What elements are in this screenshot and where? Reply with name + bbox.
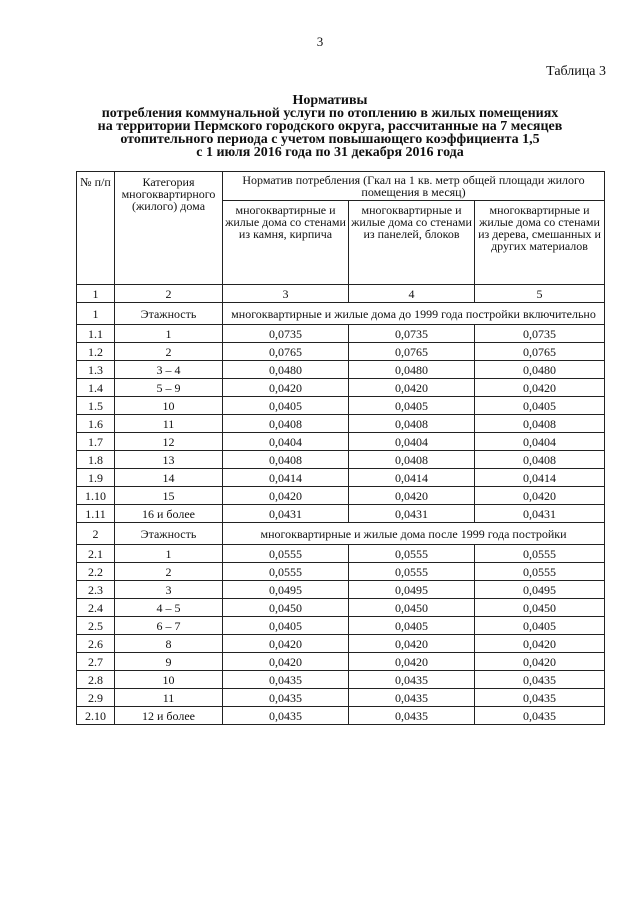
value-stone-brick: 0,0495 xyxy=(223,581,349,599)
value-panel-block: 0,0414 xyxy=(349,469,475,487)
value-wood-mixed: 0,0404 xyxy=(475,433,605,451)
value-panel-block: 0,0495 xyxy=(349,581,475,599)
row-number: 1.6 xyxy=(77,415,115,433)
floors-cell: 11 xyxy=(115,415,223,433)
value-wood-mixed: 0,0414 xyxy=(475,469,605,487)
value-panel-block: 0,0450 xyxy=(349,599,475,617)
value-wood-mixed: 0,0480 xyxy=(475,361,605,379)
row-number: 1.2 xyxy=(77,343,115,361)
value-stone-brick: 0,0420 xyxy=(223,379,349,397)
floors-cell: 11 xyxy=(115,689,223,707)
table-row xyxy=(77,671,605,689)
floors-cell: 1 xyxy=(115,545,223,563)
value-wood-mixed: 0,0405 xyxy=(475,397,605,415)
table-row xyxy=(77,469,605,487)
row-number: 1.4 xyxy=(77,379,115,397)
column-number: 5 xyxy=(475,285,605,303)
row-number: 1.3 xyxy=(77,361,115,379)
floors-cell: 2 xyxy=(115,343,223,361)
table-row xyxy=(77,451,605,469)
value-panel-block: 0,0435 xyxy=(349,707,475,725)
value-wood-mixed: 0,0408 xyxy=(475,451,605,469)
value-panel-block: 0,0555 xyxy=(349,563,475,581)
table-row xyxy=(77,505,605,523)
header-row xyxy=(77,172,605,201)
row-number: 1.5 xyxy=(77,397,115,415)
value-stone-brick: 0,0735 xyxy=(223,325,349,343)
value-wood-mixed: 0,0435 xyxy=(475,707,605,725)
value-stone-brick: 0,0450 xyxy=(223,599,349,617)
floors-cell: 12 и более xyxy=(115,707,223,725)
header-norm: Норматив потребления (Гкал на 1 кв. метр общей площади жилого помещения в месяц) xyxy=(223,172,605,201)
value-panel-block: 0,0420 xyxy=(349,635,475,653)
value-wood-mixed: 0,0555 xyxy=(475,545,605,563)
column-number: 3 xyxy=(223,285,349,303)
floors-cell: 12 xyxy=(115,433,223,451)
norms-table xyxy=(76,171,605,725)
table-row xyxy=(77,599,605,617)
table-row xyxy=(77,545,605,563)
value-stone-brick: 0,0405 xyxy=(223,397,349,415)
table-row xyxy=(77,379,605,397)
value-panel-block: 0,0735 xyxy=(349,325,475,343)
value-panel-block: 0,0435 xyxy=(349,671,475,689)
value-wood-mixed: 0,0555 xyxy=(475,563,605,581)
row-number: 1.1 xyxy=(77,325,115,343)
header-category: Категория многоквартирного (жилого) дома xyxy=(115,172,223,285)
title-line-1: Нормативы xyxy=(292,93,368,108)
value-panel-block: 0,0408 xyxy=(349,415,475,433)
value-wood-mixed: 0,0420 xyxy=(475,487,605,505)
value-panel-block: 0,0420 xyxy=(349,379,475,397)
value-stone-brick: 0,0431 xyxy=(223,505,349,523)
value-panel-block: 0,0408 xyxy=(349,451,475,469)
norms-table-body xyxy=(77,172,605,725)
section-description: многоквартирные и жилые дома после 1999 года постройки xyxy=(223,523,605,545)
row-number: 2.7 xyxy=(77,653,115,671)
table-row xyxy=(77,433,605,451)
value-stone-brick: 0,0404 xyxy=(223,433,349,451)
value-wood-mixed: 0,0735 xyxy=(475,325,605,343)
value-stone-brick: 0,0435 xyxy=(223,689,349,707)
table-row xyxy=(77,635,605,653)
floors-cell: 6 – 7 xyxy=(115,617,223,635)
value-panel-block: 0,0404 xyxy=(349,433,475,451)
floors-cell: 3 – 4 xyxy=(115,361,223,379)
row-number: 1.10 xyxy=(77,487,115,505)
value-panel-block: 0,0405 xyxy=(349,617,475,635)
row-number: 2.2 xyxy=(77,563,115,581)
column-number-row xyxy=(77,285,605,303)
section-header-row xyxy=(77,303,605,325)
value-panel-block: 0,0765 xyxy=(349,343,475,361)
value-stone-brick: 0,0435 xyxy=(223,671,349,689)
column-number: 2 xyxy=(115,285,223,303)
table-row xyxy=(77,581,605,599)
value-stone-brick: 0,0555 xyxy=(223,563,349,581)
table-row xyxy=(77,653,605,671)
title-line-4: отопительного периода с учетом повышающего коэффициента 1,5 xyxy=(120,132,540,147)
row-number: 2.9 xyxy=(77,689,115,707)
table-row xyxy=(77,343,605,361)
value-panel-block: 0,0405 xyxy=(349,397,475,415)
floors-cell: 10 xyxy=(115,671,223,689)
floors-cell: 15 xyxy=(115,487,223,505)
value-stone-brick: 0,0420 xyxy=(223,487,349,505)
header-num: № п/п xyxy=(77,172,115,285)
value-wood-mixed: 0,0435 xyxy=(475,689,605,707)
value-panel-block: 0,0435 xyxy=(349,689,475,707)
value-wood-mixed: 0,0420 xyxy=(475,653,605,671)
floors-cell: 13 xyxy=(115,451,223,469)
section-number: 1 xyxy=(77,303,115,325)
value-stone-brick: 0,0420 xyxy=(223,653,349,671)
value-wood-mixed: 0,0405 xyxy=(475,617,605,635)
value-wood-mixed: 0,0420 xyxy=(475,379,605,397)
value-stone-brick: 0,0420 xyxy=(223,635,349,653)
column-number: 1 xyxy=(77,285,115,303)
table-row xyxy=(77,617,605,635)
row-number: 1.11 xyxy=(77,505,115,523)
value-stone-brick: 0,0405 xyxy=(223,617,349,635)
value-stone-brick: 0,0435 xyxy=(223,707,349,725)
floors-cell: 3 xyxy=(115,581,223,599)
value-panel-block: 0,0555 xyxy=(349,545,475,563)
value-wood-mixed: 0,0765 xyxy=(475,343,605,361)
row-number: 2.6 xyxy=(77,635,115,653)
table-row xyxy=(77,361,605,379)
floors-cell: 4 – 5 xyxy=(115,599,223,617)
value-wood-mixed: 0,0450 xyxy=(475,599,605,617)
row-number: 1.7 xyxy=(77,433,115,451)
value-wood-mixed: 0,0435 xyxy=(475,671,605,689)
value-stone-brick: 0,0765 xyxy=(223,343,349,361)
header-col5: многоквартирные и жилые дома со стенами из дерева, смешанных и других материалов xyxy=(475,201,605,285)
title-line-3: на территории Пермского городского округа, рассчитанные на 7 месяцев xyxy=(97,119,563,134)
table-row xyxy=(77,397,605,415)
row-number: 2.3 xyxy=(77,581,115,599)
value-wood-mixed: 0,0495 xyxy=(475,581,605,599)
row-number: 2.1 xyxy=(77,545,115,563)
row-number: 2.4 xyxy=(77,599,115,617)
page-number: 3 xyxy=(316,34,324,49)
floors-cell: 8 xyxy=(115,635,223,653)
value-stone-brick: 0,0414 xyxy=(223,469,349,487)
row-number: 2.8 xyxy=(77,671,115,689)
value-panel-block: 0,0420 xyxy=(349,487,475,505)
value-stone-brick: 0,0408 xyxy=(223,415,349,433)
header-col3: многоквартирные и жилые дома со стенами из камня, кирпича xyxy=(223,201,349,285)
floors-cell: 16 и более xyxy=(115,505,223,523)
section-number: 2 xyxy=(77,523,115,545)
row-number: 1.9 xyxy=(77,469,115,487)
floors-cell: 14 xyxy=(115,469,223,487)
value-wood-mixed: 0,0420 xyxy=(475,635,605,653)
value-panel-block: 0,0431 xyxy=(349,505,475,523)
section-category: Этажность xyxy=(115,523,223,545)
value-panel-block: 0,0420 xyxy=(349,653,475,671)
value-panel-block: 0,0480 xyxy=(349,361,475,379)
document-title xyxy=(60,94,600,159)
section-description: многоквартирные и жилые дома до 1999 года постройки включительно xyxy=(223,303,605,325)
floors-cell: 2 xyxy=(115,563,223,581)
value-stone-brick: 0,0480 xyxy=(223,361,349,379)
title-line-5: с 1 июля 2016 года по 31 декабря 2016 года xyxy=(196,145,464,160)
floors-cell: 1 xyxy=(115,325,223,343)
value-stone-brick: 0,0408 xyxy=(223,451,349,469)
table-row xyxy=(77,325,605,343)
section-category: Этажность xyxy=(115,303,223,325)
table-row xyxy=(77,487,605,505)
title-line-2: потребления коммунальной услуги по отоплению в жилых помещениях xyxy=(101,106,559,121)
floors-cell: 9 xyxy=(115,653,223,671)
table-label: Таблица 3 xyxy=(546,64,606,79)
value-wood-mixed: 0,0408 xyxy=(475,415,605,433)
value-wood-mixed: 0,0431 xyxy=(475,505,605,523)
table-row xyxy=(77,415,605,433)
column-number: 4 xyxy=(349,285,475,303)
table-row xyxy=(77,563,605,581)
header-col4: многоквартирные и жилые дома со стенами из панелей, блоков xyxy=(349,201,475,285)
section-header-row xyxy=(77,523,605,545)
floors-cell: 10 xyxy=(115,397,223,415)
table-row xyxy=(77,707,605,725)
floors-cell: 5 – 9 xyxy=(115,379,223,397)
value-stone-brick: 0,0555 xyxy=(223,545,349,563)
row-number: 1.8 xyxy=(77,451,115,469)
row-number: 2.5 xyxy=(77,617,115,635)
table-row xyxy=(77,689,605,707)
row-number: 2.10 xyxy=(77,707,115,725)
